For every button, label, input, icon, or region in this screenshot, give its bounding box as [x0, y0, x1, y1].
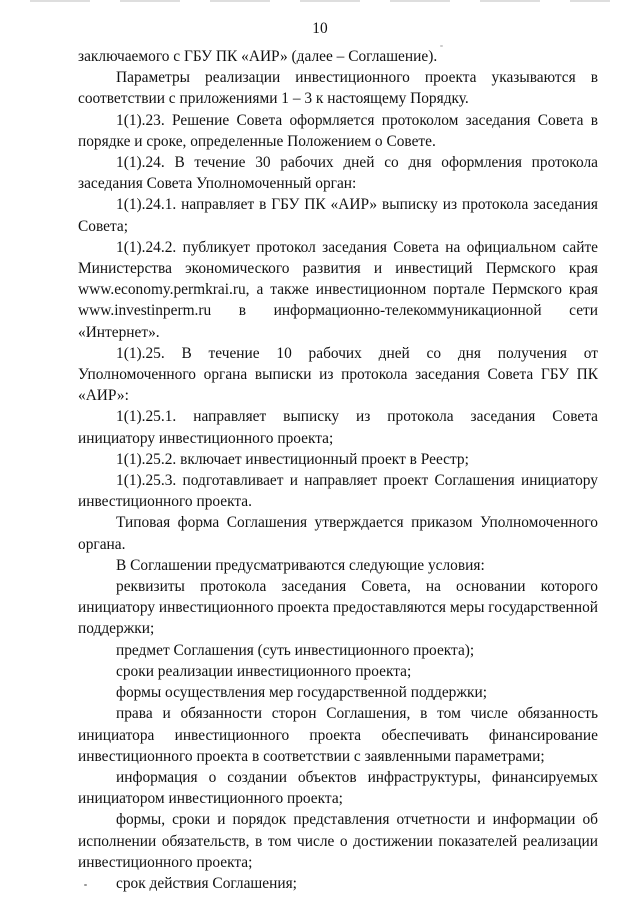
scan-top-edge — [30, 0, 610, 2]
paragraph: 1(1).25.2. включает инвестиционный проект в Реестр; — [116, 450, 469, 468]
paragraph: заключаемого с ГБУ ПК «АИР» (далее – Соглашение). — [78, 48, 438, 65]
paragraph: формы, сроки и порядок представления отчетности и информации об исполнении обязательств, в том числе о достижении показателей реализации инвестиционного проекта; — [78, 811, 598, 871]
paragraph: 1(1).24. В течение 30 рабочих дней со дня оформления протокола заседания Совета Уполномоченный орган: — [78, 154, 598, 193]
paragraph: 1(1).25. В течение 10 рабочих дней со дня получения от Уполномоченного органа выписки из протокола заседания Совета ГБУ ПК «АИР»: — [78, 344, 598, 405]
paragraph: Типовая форма Соглашения утверждается приказом Уполномоченного органа. — [78, 514, 598, 553]
paragraph: сроки реализации инвестиционного проекта; — [116, 662, 412, 680]
paragraph: 1(1).25.3. подготавливает и направляет проект Соглашения инициатору инвестиционного проекта. — [78, 472, 598, 511]
page-number: 10 — [312, 20, 328, 37]
paragraph: 1(1).23. Решение Совета оформляется протоколом заседания Совета в порядке и сроке, определенные Положением о Совете. — [78, 111, 598, 150]
paragraph: 1(1).25.1. направляет выписку из протокола заседания Совета инициатору инвестиционного проекта; — [78, 408, 598, 447]
paragraph: информация о создании объектов инфраструктуры, финансируемых инициатором инвестиционного проекта; — [78, 768, 598, 808]
scan-speck — [84, 884, 87, 886]
paragraph: 1(1).24.1. направляет в ГБУ ПК «АИР» выписку из протокола заседания Совета; — [78, 196, 598, 235]
paragraph: 1(1).24.2. публикует протокол заседания Совета на официальном сайте Министерства экономического развития и инвестиций Пермского края www.economy.permkrai.ru, а также инвестиционном портале Пермского края www.investinperm.ru в информационно-телекоммуникационной сети «Интернет». — [78, 238, 598, 341]
document-body — [78, 46, 598, 894]
paragraph: срок действия Соглашения; — [116, 874, 297, 892]
paragraph: В Соглашении предусматриваются следующие условия: — [116, 556, 485, 574]
paragraph: реквизиты протокола заседания Совета, на основании которого инициатору инвестиционного проекта предоставляются меры государственной поддержки; — [78, 578, 598, 638]
paragraph: Параметры реализации инвестиционного проекта указываются в соответствии с приложениями 1 – 3 к настоящему Порядку. — [78, 69, 598, 108]
paragraph: формы осуществления мер государственной поддержки; — [116, 684, 488, 702]
paragraph: предмет Соглашения (суть инвестиционного проекта); — [116, 641, 475, 659]
paragraph: права и обязанности сторон Соглашения, в том числе обязанность инициатора инвестиционного проекта обеспечивать финансирование инвестиционного проекта в соответствии с заявленными параметрами; — [78, 705, 598, 765]
scan-speck — [440, 45, 443, 47]
